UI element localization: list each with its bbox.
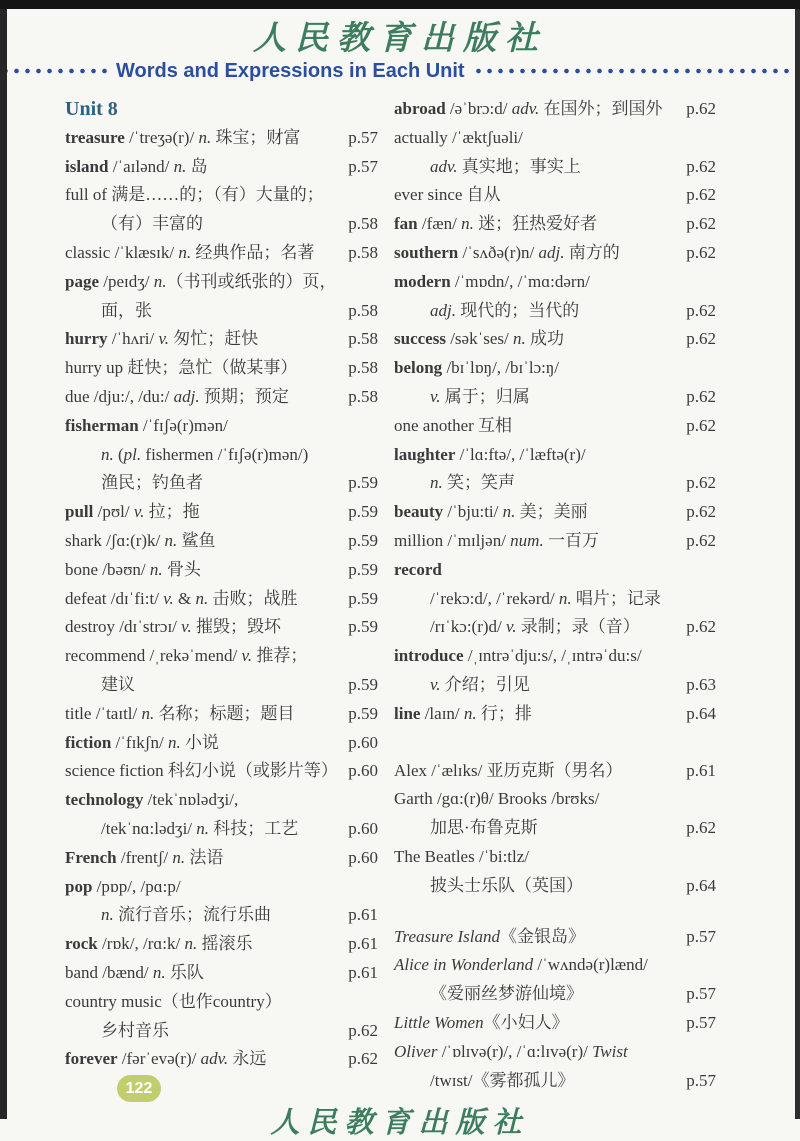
vocab-line xyxy=(394,325,716,354)
vocab-text: one another 互相 xyxy=(394,415,513,435)
dotted-leader-left xyxy=(0,68,108,74)
page-ref: p.58 xyxy=(348,242,378,262)
page-ref: p.60 xyxy=(348,761,378,781)
vocab-text: belong /bɪˈlɒŋ/, /bɪˈlɔ:ŋ/ xyxy=(394,358,560,378)
vocab-text: Alice in Wonderland /ˈwʌndə(r)lænd/ xyxy=(394,955,648,975)
vocab-line xyxy=(394,469,716,498)
page-ref: p.61 xyxy=(348,962,378,982)
vocab-text: The Beatles /ˈbi:tlz/ xyxy=(394,846,530,866)
page-ref: p.62 xyxy=(686,473,716,493)
page-ref: p.59 xyxy=(348,588,378,608)
vocab-line xyxy=(65,383,378,412)
page-ref: p.59 xyxy=(348,502,378,522)
vocab-line xyxy=(394,613,716,642)
right-column xyxy=(394,95,716,1095)
page-ref: p.62 xyxy=(686,415,716,435)
vocab-line xyxy=(65,1045,378,1074)
vocab-line xyxy=(394,671,716,700)
page-ref: p.59 xyxy=(348,674,378,694)
vocab-line xyxy=(394,872,716,901)
page-ref: p.62 xyxy=(686,156,716,176)
vocab-text: rock /rɒk/, /rɑ:k/ n. 摇滚乐 xyxy=(65,934,253,954)
vocab-line xyxy=(65,901,378,930)
page-ref: p.62 xyxy=(348,1049,378,1069)
right-column-lines xyxy=(394,95,716,1095)
vocab-line xyxy=(65,700,378,729)
vocabulary-content xyxy=(65,95,716,1095)
vocab-line xyxy=(65,354,378,383)
vocab-text: pop /pɒp/, /pɑ:p/ xyxy=(65,876,181,896)
page-ref: p.62 xyxy=(686,329,716,349)
vocab-text: ever since 自从 xyxy=(394,185,501,205)
top-black-bar xyxy=(0,0,800,9)
page-ref: p.57 xyxy=(348,127,378,147)
right-edge-bar xyxy=(795,0,800,1119)
vocab-text: shark /ʃɑ:(r)k/ n. 鲨鱼 xyxy=(65,530,216,550)
vocab-text: recommend /ˌrekəˈmend/ v. 推荐； xyxy=(65,646,308,666)
vocab-line xyxy=(394,1038,716,1067)
vocab-text: （有）丰富的 xyxy=(101,214,203,234)
left-column-lines xyxy=(65,124,378,1074)
vocab-text: 面，张 xyxy=(101,300,152,320)
page-ref: p.62 xyxy=(686,99,716,118)
page-ref: p.59 xyxy=(348,617,378,637)
unit-heading: Unit 8 xyxy=(65,98,118,120)
vocab-text: record xyxy=(394,559,442,579)
vocab-text: line /laɪn/ n. 行；排 xyxy=(394,703,532,723)
vocab-text: title /ˈtaɪtl/ n. 名称；标题；题目 xyxy=(65,703,295,723)
vocab-line xyxy=(394,268,716,297)
publisher-logo: 人民教育出版社 xyxy=(253,18,547,57)
vocab-text: fan /fæn/ n. 迷；狂热爱好者 xyxy=(394,214,598,234)
vocab-text: Little Women《小妇人》 xyxy=(394,1012,569,1032)
page-ref: p.57 xyxy=(348,156,378,176)
vocab-text: 建议 xyxy=(101,674,135,694)
bottom-publisher-logo-partial: 人民教育出版社 xyxy=(270,1105,530,1139)
vocab-text: n. (pl. fishermen /ˈfɪʃə(r)mən/) xyxy=(101,444,309,464)
vocab-line xyxy=(65,815,378,844)
vocab-line xyxy=(65,642,378,671)
vocab-line xyxy=(65,786,378,815)
vocab-line xyxy=(65,988,378,1017)
page-ref: p.61 xyxy=(348,934,378,954)
vocab-line xyxy=(394,1009,716,1038)
vocab-line xyxy=(65,1017,378,1046)
vocab-text: introduce /ˌɪntrəˈdju:s/, /ˌɪntrəˈdu:s/ xyxy=(394,646,642,666)
vocab-line xyxy=(394,95,716,124)
vocab-text: due /dju:/, /du:/ adj. 预期；预定 xyxy=(65,386,289,406)
vocab-text: 《爱丽丝梦游仙境》 xyxy=(430,984,583,1004)
page-ref: p.60 xyxy=(348,847,378,867)
vocab-text: treasure /ˈtreʒə(r)/ n. 珠宝；财富 xyxy=(65,127,301,147)
vocab-line xyxy=(394,498,716,527)
vocab-line xyxy=(65,873,378,902)
dotted-leader-right xyxy=(473,68,800,74)
vocab-line xyxy=(65,498,378,527)
vocab-text: Garth /gɑ:(r)θ/ Brooks /brʊks/ xyxy=(394,789,600,809)
page-ref: p.57 xyxy=(686,926,716,946)
vocab-line xyxy=(394,441,716,470)
vocab-line xyxy=(65,325,378,354)
vocab-line xyxy=(394,785,716,814)
vocab-text: 披头士乐队（英国） xyxy=(430,875,583,895)
page-ref: p.61 xyxy=(686,760,716,780)
vocab-line xyxy=(394,951,716,980)
vocab-line xyxy=(394,412,716,441)
section-header xyxy=(0,58,800,84)
page-ref: p.62 xyxy=(686,386,716,406)
page-ref: p.58 xyxy=(348,329,378,349)
page-ref: p.62 xyxy=(686,502,716,522)
page-ref: p.62 xyxy=(686,530,716,550)
vocab-text: /ˈrekɔ:d/, /ˈrekərd/ n. 唱片；记录 xyxy=(430,588,661,608)
vocab-line xyxy=(394,354,716,383)
vocab-line xyxy=(65,959,378,988)
vocab-text: forever /fərˈevə(r)/ adv. 永远 xyxy=(65,1049,267,1069)
vocab-text: modern /ˈmɒdn/, /ˈmɑ:dərn/ xyxy=(394,271,590,291)
vocab-line xyxy=(394,843,716,872)
page-ref: p.62 xyxy=(686,300,716,320)
vocab-text: 渔民；钓鱼者 xyxy=(101,473,203,493)
vocab-text: classic /ˈklæsɪk/ n. 经典作品；名著 xyxy=(65,242,315,262)
vocab-text: /rɪˈkɔ:(r)d/ v. 录制；录（音） xyxy=(430,617,640,637)
left-column xyxy=(65,95,378,1095)
vocab-line xyxy=(65,239,378,268)
vocab-text: pull /pʊl/ v. 拉；拖 xyxy=(65,502,200,522)
vocab-text: million /ˈmɪljən/ num. 一百万 xyxy=(394,530,599,550)
vocab-line xyxy=(394,642,716,671)
page-number-badge: 122 xyxy=(117,1075,161,1102)
vocab-text: beauty /ˈbju:ti/ n. 美；美丽 xyxy=(394,502,588,522)
page-ref: p.62 xyxy=(686,617,716,637)
vocab-line xyxy=(65,613,378,642)
vocab-line xyxy=(65,297,378,326)
page-ref: p.63 xyxy=(686,674,716,694)
vocab-text: science fiction 科幻小说（或影片等） xyxy=(65,761,338,781)
vocab-line xyxy=(394,814,716,843)
vocab-text: band /bænd/ n. 乐队 xyxy=(65,962,204,982)
vocab-text: laughter /ˈlɑ:ftə/, /ˈlæftə(r)/ xyxy=(394,444,586,464)
page-ref: p.62 xyxy=(686,214,716,234)
vocab-text: adj. 现代的；当代的 xyxy=(430,300,580,320)
vocab-line xyxy=(65,757,378,786)
page-ref: p.64 xyxy=(686,875,716,895)
vocab-line xyxy=(65,412,378,441)
vocab-line xyxy=(394,124,716,153)
vocab-line xyxy=(394,383,716,412)
vocab-line xyxy=(394,556,716,585)
vocab-text: /twɪst/《雾都孤儿》 xyxy=(430,1070,575,1090)
page-ref: p.59 xyxy=(348,530,378,550)
vocab-text: /tekˈnɑ:lədʒi/ n. 科技；工艺 xyxy=(101,818,299,838)
vocab-line xyxy=(394,757,716,786)
page-ref: p.58 xyxy=(348,386,378,406)
vocab-text: n. 笑；笑声 xyxy=(430,473,515,493)
vocab-text: Treasure Island《金银岛》 xyxy=(394,926,585,946)
section-gap xyxy=(394,901,716,923)
vocab-text: v. 介绍；引见 xyxy=(430,674,530,694)
vocab-line xyxy=(394,181,716,210)
vocab-line xyxy=(65,556,378,585)
vocab-text: abroad /əˈbrɔ:d/ adv. 在国外；到国外 xyxy=(394,99,663,118)
vocab-line xyxy=(65,268,378,297)
vocab-line xyxy=(394,297,716,326)
page-ref: p.62 xyxy=(348,1020,378,1040)
vocab-text: hurry up 赶快；急忙（做某事） xyxy=(65,358,298,378)
page-ref: p.62 xyxy=(686,242,716,262)
vocab-line xyxy=(394,1067,716,1096)
vocab-line xyxy=(394,239,716,268)
vocab-text: 加思·布鲁克斯 xyxy=(430,818,538,838)
page-ref: p.59 xyxy=(348,703,378,723)
vocab-text: 乡村音乐 xyxy=(101,1020,169,1040)
page-ref: p.64 xyxy=(686,703,716,723)
vocab-text: country music（也作country） xyxy=(65,991,282,1011)
page-ref: p.60 xyxy=(348,732,378,752)
vocab-text: French /frentʃ/ n. 法语 xyxy=(65,847,224,867)
vocab-line xyxy=(394,153,716,182)
vocab-text: fiction /ˈfɪkʃn/ n. 小说 xyxy=(65,732,219,752)
section-title: Words and Expressions in Each Unit xyxy=(116,59,465,82)
vocab-line xyxy=(394,210,716,239)
vocab-line xyxy=(65,153,378,182)
vocab-line xyxy=(65,844,378,873)
vocab-line xyxy=(394,980,716,1009)
page-ref: p.57 xyxy=(686,1012,716,1032)
page-ref: p.57 xyxy=(686,984,716,1004)
vocab-text: hurry /ˈhʌri/ v. 匆忙；赶快 xyxy=(65,329,259,349)
vocab-text: island /ˈaɪlənd/ n. 岛 xyxy=(65,156,208,176)
vocab-text: southern /ˈsʌðə(r)n/ adj. 南方的 xyxy=(394,242,620,262)
vocab-text: technology /tekˈnɒlədʒi/, xyxy=(65,790,239,810)
vocab-line xyxy=(65,441,378,470)
vocab-line xyxy=(65,124,378,153)
page-ref: p.62 xyxy=(686,185,716,205)
page-ref: p.58 xyxy=(348,300,378,320)
vocab-text: v. 属于；归属 xyxy=(430,386,530,406)
vocab-text: destroy /dɪˈstrɔɪ/ v. 摧毁；毁坏 xyxy=(65,617,281,637)
left-edge-bar xyxy=(0,0,7,1119)
vocab-line xyxy=(65,527,378,556)
vocab-line xyxy=(65,210,378,239)
vocab-text: Oliver /ˈɒlɪvə(r)/, /ˈɑ:lɪvə(r)/ Twist xyxy=(394,1041,628,1061)
page-ref: p.59 xyxy=(348,473,378,493)
vocab-text: bone /bəʊn/ n. 骨头 xyxy=(65,559,201,579)
vocab-line xyxy=(394,700,716,729)
vocab-line xyxy=(65,930,378,959)
vocab-line xyxy=(65,469,378,498)
vocab-text: success /səkˈses/ n. 成功 xyxy=(394,329,564,349)
vocab-line xyxy=(65,671,378,700)
vocab-text: actually /ˈæktʃuəli/ xyxy=(394,127,523,147)
page-ref: p.58 xyxy=(348,214,378,234)
vocab-text: Alex /ˈælɪks/ 亚历克斯（男名） xyxy=(394,760,623,780)
page-ref: p.62 xyxy=(686,818,716,838)
page-ref: p.60 xyxy=(348,818,378,838)
vocab-line xyxy=(394,585,716,614)
vocab-line xyxy=(65,181,378,210)
page-ref: p.57 xyxy=(686,1070,716,1090)
vocab-text: fisherman /ˈfɪʃə(r)mən/ xyxy=(65,415,228,435)
vocab-text: n. 流行音乐；流行乐曲 xyxy=(101,905,271,925)
vocab-text: defeat /dɪˈfi:t/ v. & n. 击败；战胜 xyxy=(65,588,298,608)
vocab-line xyxy=(394,923,716,952)
vocab-line xyxy=(65,585,378,614)
vocab-text: adv. 真实地；事实上 xyxy=(430,156,581,176)
vocab-text: page /peɪdʒ/ n.（书刊或纸张的）页， xyxy=(65,271,337,291)
section-gap xyxy=(394,729,716,757)
vocab-line xyxy=(65,729,378,758)
vocab-line xyxy=(394,527,716,556)
vocab-text: full of 满是……的；（有）大量的； xyxy=(65,185,324,205)
page-ref: p.58 xyxy=(348,358,378,378)
page-ref: p.59 xyxy=(348,559,378,579)
page-ref: p.61 xyxy=(348,905,378,925)
